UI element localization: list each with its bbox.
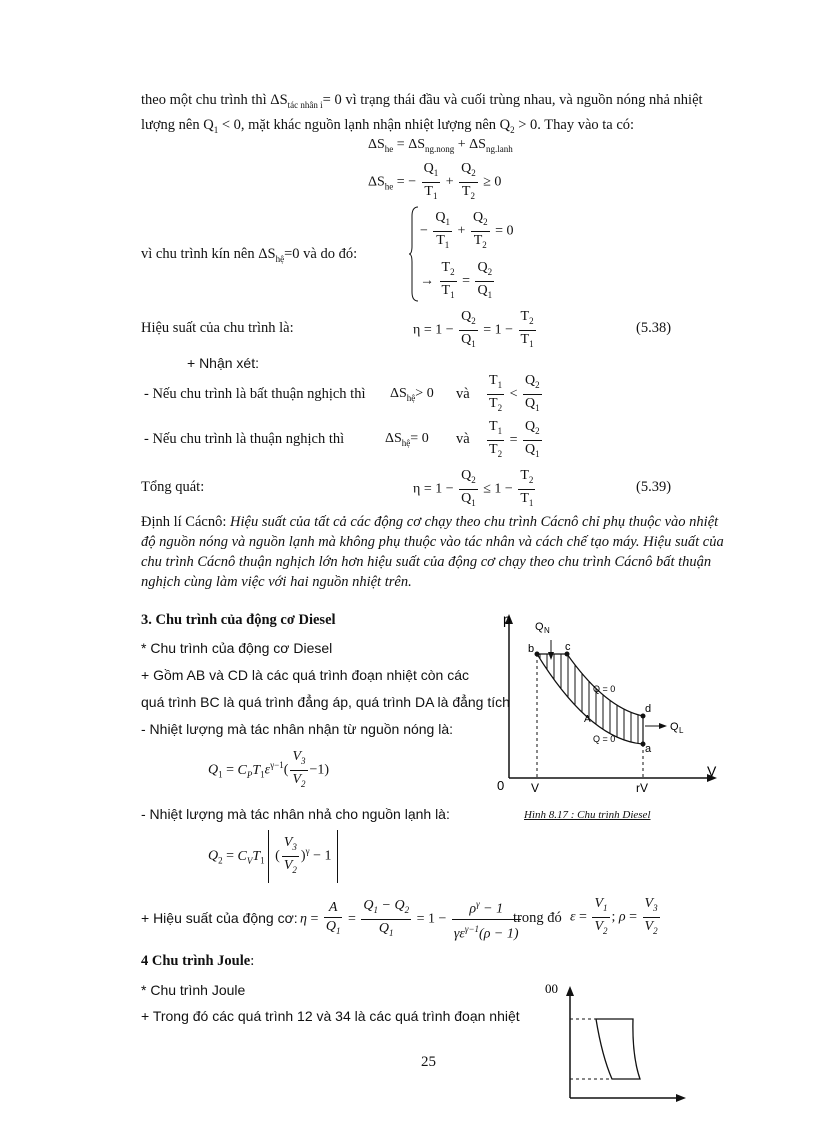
equation-number-539: (5.39) [636, 479, 672, 495]
carnot-theorem: Định lí Cácnô: Hiệu suất của tất cả các động cơ chạy theo chu trình Cácnô chỉ phụ thuộc vào nhiệt độ nguồn nóng và nguồn lạnh mà không phụ thuộc vào tác nhân và cách chế tạo máy. Hiệu suất của chu trình Cácnô thuận nghịch lớn hơn hiệu suất của động cơ chạy theo chu trình Cácnô bất thuận nghịch cùng làm việc với hai nguồn nhiệt trên. [141, 514, 724, 590]
diesel-line-3: quá trình BC là quá trình đẳng áp, quá trình DA là đẳng tích [141, 694, 510, 710]
reversible-and: và [456, 431, 470, 447]
svg-text:Q: Q [535, 621, 544, 633]
efficiency-equation: η = 1 − $\frac{Q_2}{Q_1}$ = 1 − $\frac{T_2}{T_1}$ [413, 309, 534, 349]
svg-text:V: V [707, 763, 717, 779]
p-axis-label: p [503, 611, 511, 627]
svg-text:V: V [531, 781, 540, 795]
svg-text:Q = 0: Q = 0 [593, 734, 616, 744]
reversible-ratio: $\frac{T_1}{T_2}$ = $\frac{Q_2}{Q_1}$ [489, 419, 540, 459]
diesel-efficiency-label: + Hiệu suất của động cơ: [141, 910, 298, 926]
closed-cycle-text: vì chu trình kín nên $\Delta S_{hệ}=0$ và do đó: [141, 246, 358, 264]
joule-heading: 4 Chu trình Joule: [141, 953, 255, 969]
svg-text:Q: Q [670, 721, 679, 733]
diesel-where: trong đó [513, 910, 562, 926]
intro-line-1: theo một chu trình thì $\Delta S_{tác nhân i}= 0$ vì trạng thái đầu và cuối trùng nhau, và nguồn nóng nhả nhiệt [141, 92, 703, 110]
diesel-q2-formula: $Q_2 = C_VT_1$ ( $\frac{V_3}{V_2}$ )$^\gamma$ − 1 [208, 830, 338, 883]
entropy-sum-equation: $\Delta S_{he} = \Delta S_{ng.nong} + \Delta S_{ng.lanh}$ [368, 137, 513, 154]
svg-text:d: d [645, 703, 652, 715]
efficiency-label: Hiệu suất của chu trình là: [141, 320, 294, 336]
svg-text:rV: rV [636, 781, 648, 795]
diesel-line-2: + Gồm AB và CD là các quá trình đoạn nhiệt còn các [141, 667, 470, 683]
diesel-ratios: ε = $\frac{V_1}{V_2}$ ; ρ = $\frac{V_3}{V_2}$ [570, 896, 658, 936]
entropy-inequality: $\Delta S_{he}$ = − $\frac{Q_1}{T_1}$ + $\frac{Q_2}{T_2}$ ≥ 0 [368, 161, 502, 201]
svg-text:N: N [544, 626, 550, 635]
joule-pv-diagram [540, 976, 690, 1116]
remark-title: + Nhận xét: [187, 355, 259, 371]
system-equation-2: → $\frac{T_2}{T_1}$ = $\frac{Q_2}{Q_1}$ [420, 260, 493, 300]
diesel-q1-formula: $Q_1 = C_PT_1\varepsilon^{\gamma-1}$( $\frac{V_3}{V_2}$ −1) [208, 749, 330, 789]
general-equation: η = 1 − $\frac{Q_2}{Q_1}$ ≤ 1 − $\frac{T_2}{T_1}$ [413, 468, 534, 508]
svg-text:Q = 0: Q = 0 [593, 684, 616, 694]
diesel-line-5: - Nhiệt lượng mà tác nhân nhả cho nguồn lạnh là: [141, 806, 450, 822]
diesel-heading: 3. Chu trình của động cơ Diesel [141, 612, 336, 628]
page-number: 25 [421, 1054, 436, 1070]
svg-text:b: b [528, 643, 535, 655]
svg-text:c: c [565, 641, 571, 653]
diesel-efficiency-formula: η = $\frac{A}{Q_1}$ = $\frac{Q_1 - Q_2}{Q_1}$ = 1 − $\frac{\rho^\gamma - 1}{\gamma\varepsilon^{\gamma-1}(\rho - 1)}$ [300, 895, 523, 943]
general-label: Tổng quát: [141, 479, 205, 495]
irreversible-ratio: $\frac{T_1}{T_2}$ < $\frac{Q_2}{Q_1}$ [489, 373, 540, 413]
svg-text:L: L [679, 726, 684, 735]
system-equation-1: − $\frac{Q_1}{T_1}$ + $\frac{Q_2}{T_2}$ = 0 [420, 210, 514, 250]
svg-text:a: a [645, 743, 652, 755]
irreversible-and: và [456, 386, 470, 402]
reversible-entropy: $\Delta S_{hệ}= 0$ [385, 431, 429, 448]
equation-number-538: (5.38) [636, 320, 672, 336]
system-brace [409, 206, 419, 302]
svg-text:0: 0 [497, 778, 505, 793]
intro-line-2: lượng nên $Q_1 < 0$, mặt khác nguồn lạnh nhận nhiệt lượng nên $Q_2 > 0$. Thay vào ta có: [141, 117, 635, 135]
diesel-pv-diagram [495, 608, 725, 828]
diesel-figure-caption: Hình 8.17 : Chu trình Diesel [524, 809, 651, 821]
diesel-line-4: - Nhiệt lượng mà tác nhân nhận từ nguồn nóng là: [141, 721, 454, 737]
svg-text:00: 00 [545, 981, 558, 996]
irreversible-text: - Nếu chu trình là bất thuận nghịch thì [144, 386, 366, 402]
irreversible-entropy: $\Delta S_{hệ}> 0$ [390, 386, 434, 403]
joule-line-2: + Trong đó các quá trình 12 và 34 là các quá trình đoạn nhiệt [141, 1008, 520, 1024]
reversible-text: - Nếu chu trình là thuận nghịch thì [144, 431, 345, 447]
svg-text:A: A [584, 714, 591, 725]
diesel-figure [495, 608, 725, 828]
brace-icon [409, 206, 419, 302]
joule-figure [540, 976, 690, 1116]
diesel-line-1: * Chu trình của động cơ Diesel [141, 640, 333, 656]
joule-line-1: * Chu trình Joule [141, 982, 246, 998]
